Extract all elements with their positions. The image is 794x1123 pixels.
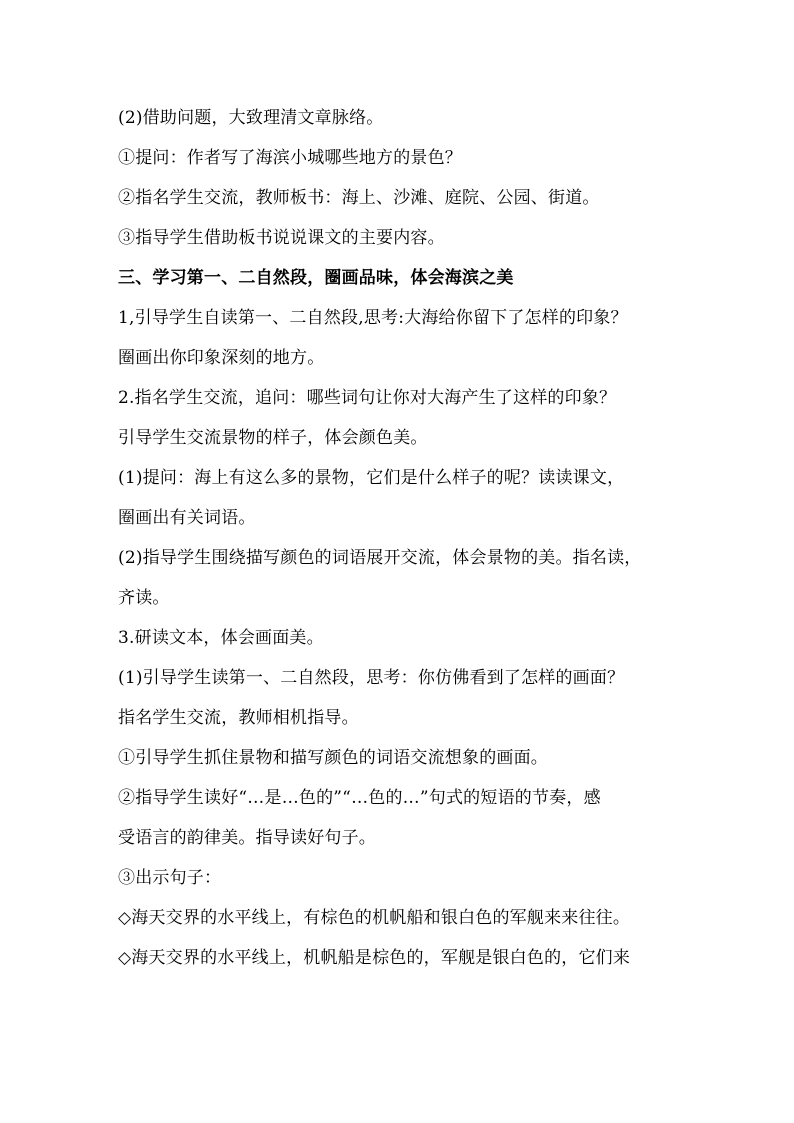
sub-1-question-scenery: (1)提问：海上有这么多的景物，它们是什么样子的呢？读读课文， — [118, 468, 625, 488]
sub-2-read-together: 齐读。 — [118, 588, 170, 608]
step-2-clarify-structure: (2)借助问题，大致理清文章脉络。 — [118, 108, 384, 128]
section-heading-three: 三、学习第一、二自然段，圈画品味，体会海滨之美 — [118, 268, 514, 288]
example-sentence-2: ◇海天交界的水平线上，机帆船是棕色的，军舰是银白色的，它们来 — [118, 948, 631, 968]
point-2-phrase-rhythm: ②指导学生读好“…是…色的”“…色的…”句式的短语的节奏，感 — [118, 788, 601, 808]
point-2-language-rhythm: 受语言的韵律美。指导读好句子。 — [118, 828, 376, 848]
document-body — [118, 98, 690, 978]
step-1-circle-impressions: 圈画出你印象深刻的地方。 — [118, 348, 325, 368]
question-scenery-places: ①提问：作者写了海滨小城哪些地方的景色？ — [118, 148, 462, 168]
summarize-main-content: ③指导学生借助板书说说课文的主要内容。 — [118, 228, 445, 248]
point-3-show-sentences: ③出示句子： — [118, 868, 222, 888]
sub-1-teacher-guidance: 指名学生交流，教师相机指导。 — [118, 708, 359, 728]
step-3-picture-beauty: 3.研读文本，体会画面美。 — [118, 628, 324, 648]
student-exchange-board-notes: ②指名学生交流，教师板书：海上、沙滩、庭院、公园、街道。 — [118, 188, 600, 208]
point-1-imagined-picture: ①引导学生抓住景物和描写颜色的词语交流想象的画面。 — [118, 748, 548, 768]
sub-2-color-words: (2)指导学生围绕描写颜色的词语展开交流，体会景物的美。指名读， — [118, 548, 642, 568]
step-1-self-reading: 1,引导学生自读第一、二自然段,思考:大海给你留下了怎样的印象？ — [118, 308, 628, 328]
step-2-exchange-followup: 2.指名学生交流，追问：哪些词句让你对大海产生了这样的印象？ — [118, 388, 617, 408]
step-2-color-beauty: 引导学生交流景物的样子，体会颜色美。 — [118, 428, 428, 448]
sub-1-imagine-picture: (1)引导学生读第一、二自然段，思考：你仿佛看到了怎样的画面？ — [118, 668, 625, 688]
sub-1-circle-words: 圈画出有关词语。 — [118, 508, 256, 528]
example-sentence-1: ◇海天交界的水平线上，有棕色的机帆船和银白色的军舰来来往往。 — [118, 908, 631, 928]
